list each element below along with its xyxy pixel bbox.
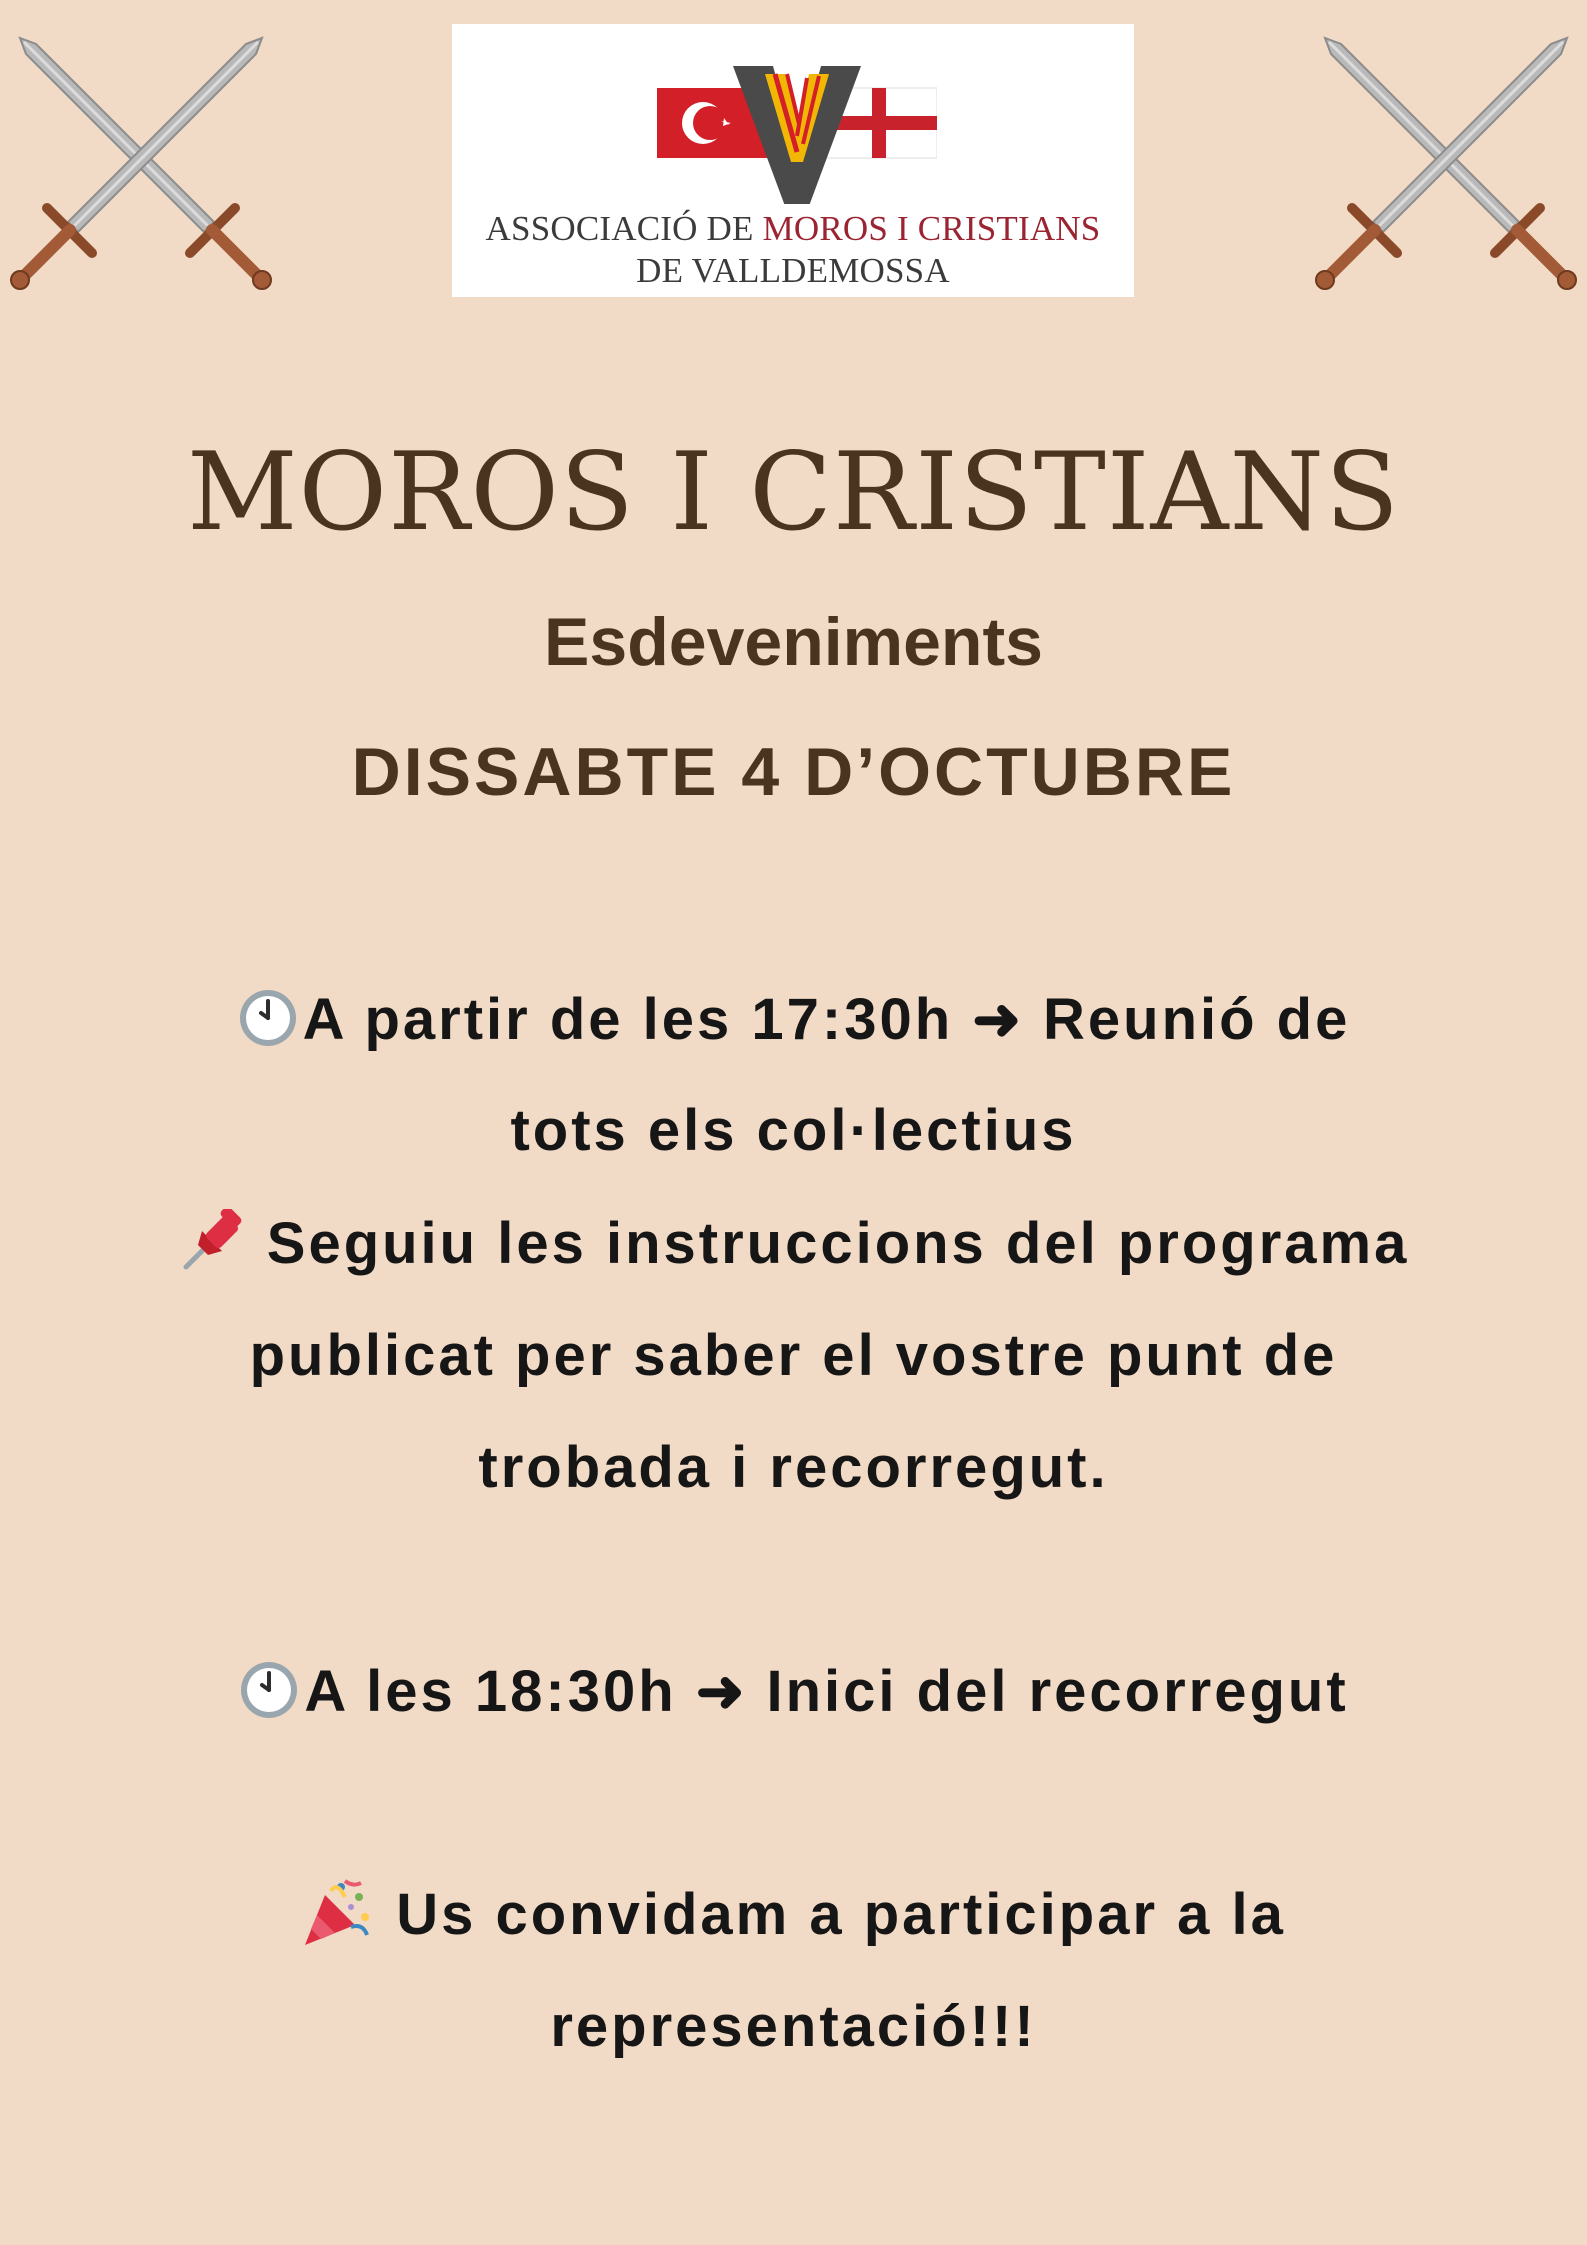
crossed-swords-left-icon [0, 18, 282, 300]
clock-icon [237, 987, 299, 1049]
event-date: DISSABTE 4 D’OCTUBRE [351, 734, 1236, 810]
logo-text-accent: MOROS I CRISTIANS [762, 209, 1101, 248]
association-logo [452, 24, 1134, 297]
invite-line2: representació!!! [550, 1994, 1037, 2059]
crossed-swords-right-icon [1305, 18, 1587, 300]
logo-text-line2: DE VALLDEMOSSA [636, 251, 950, 290]
event1-line1: A partir de les 17:30h ➜ Reunió de [0, 985, 1587, 1055]
note-line3: trobada i recorregut. [478, 1435, 1109, 1500]
party-popper-icon [301, 1877, 373, 1949]
flags-emblem-icon [657, 44, 937, 204]
page-subtitle: Esdeveniments [544, 604, 1043, 680]
event1-line2: tots els col·lectius [510, 1098, 1077, 1163]
note-line1: Seguiu les instruccions del programa [0, 1210, 1587, 1281]
invite-line1: Us convidam a participar a la [0, 1881, 1587, 1955]
note-line2: publicat per saber el vostre punt de [249, 1323, 1338, 1388]
logo-text-line1: ASSOCIACIÓ DE MOROS I CRISTIANS [485, 209, 1101, 248]
pushpin-icon [178, 1209, 244, 1275]
clock-icon [238, 1659, 300, 1721]
page-title: MOROS I CRISTIANS [186, 430, 1401, 555]
event2-line1: A les 18:30h ➜ Inici del recorregut [0, 1657, 1587, 1727]
